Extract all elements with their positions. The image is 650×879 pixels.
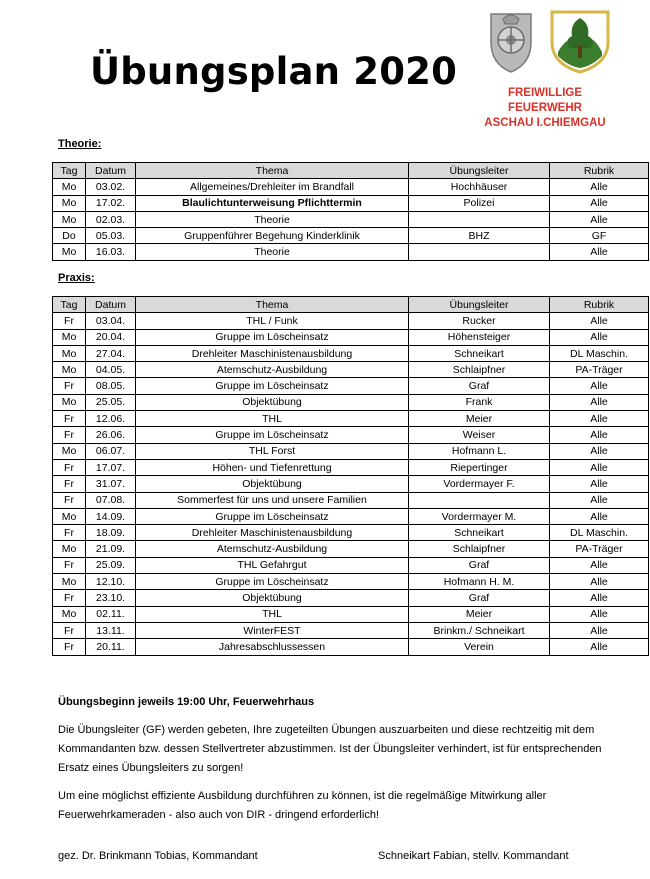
cell-datum: 12.06. [86, 411, 136, 427]
training-start-note: Übungsbeginn jeweils 19:00 Uhr, Feuerwehrhaus [58, 696, 315, 708]
cell-datum: 03.02. [86, 179, 136, 195]
cell-rubrik: Alle [550, 606, 649, 622]
table-row [53, 541, 649, 557]
cell-rubrik: PA-Träger [550, 541, 649, 557]
cell-datum: 04.05. [86, 362, 136, 378]
cell-leiter: Hochhäuser [409, 179, 550, 195]
cell-leiter: Schlaipfner [409, 541, 550, 557]
column-header-datum: Datum [86, 163, 136, 179]
cell-tag: Fr [53, 557, 86, 573]
cell-leiter: Meier [409, 411, 550, 427]
cell-tag: Mo [53, 541, 86, 557]
cell-leiter: Schneikart [409, 525, 550, 541]
cell-rubrik: Alle [550, 211, 649, 227]
cell-thema: Atemschutz-Ausbildung [136, 362, 409, 378]
praxis-section-label: Praxis: [58, 272, 95, 284]
cell-rubrik: Alle [550, 574, 649, 590]
cell-rubrik: Alle [550, 590, 649, 606]
cell-datum: 07.08. [86, 492, 136, 508]
table-header-row [53, 297, 649, 313]
cell-leiter: Frank [409, 394, 550, 410]
theorie-section-label: Theorie: [58, 138, 102, 150]
municipal-crest-icon [548, 6, 612, 79]
table-row [53, 557, 649, 573]
table-row [53, 378, 649, 394]
cell-thema: Gruppe im Löscheinsatz [136, 508, 409, 524]
table-row [53, 228, 649, 244]
cell-leiter [409, 492, 550, 508]
cell-datum: 13.11. [86, 622, 136, 638]
cell-rubrik: PA-Träger [550, 362, 649, 378]
cell-datum: 26.06. [86, 427, 136, 443]
cell-tag: Fr [53, 313, 86, 329]
cell-thema: THL [136, 606, 409, 622]
cell-rubrik: DL Maschin. [550, 345, 649, 361]
cell-thema: Theorie [136, 244, 409, 260]
cell-thema: Drehleiter Maschinistenausbildung [136, 525, 409, 541]
table-row [53, 244, 649, 260]
table-row [53, 313, 649, 329]
page-title: Übungsplan 2020 [90, 50, 458, 93]
table-row [53, 574, 649, 590]
cell-rubrik: Alle [550, 378, 649, 394]
cell-tag: Fr [53, 476, 86, 492]
cell-leiter: Graf [409, 590, 550, 606]
cell-leiter: Brinkm./ Schneikart [409, 622, 550, 638]
table-row [53, 525, 649, 541]
cell-leiter: Graf [409, 557, 550, 573]
cell-leiter [409, 244, 550, 260]
column-header-leiter: Übungsleiter [409, 163, 550, 179]
cell-rubrik: Alle [550, 639, 649, 655]
table-row [53, 459, 649, 475]
cell-leiter: Schneikart [409, 345, 550, 361]
signature-commander: gez. Dr. Brinkmann Tobias, Kommandant [58, 850, 258, 862]
cell-tag: Do [53, 228, 86, 244]
cell-leiter: Vordermayer F. [409, 476, 550, 492]
cell-datum: 06.07. [86, 443, 136, 459]
cell-leiter: Schlaipfner [409, 362, 550, 378]
table-row [53, 362, 649, 378]
cell-datum: 02.03. [86, 211, 136, 227]
cell-thema: Theorie [136, 211, 409, 227]
cell-rubrik: Alle [550, 195, 649, 211]
cell-rubrik: Alle [550, 244, 649, 260]
organization-line: FEUERWEHR [508, 102, 582, 114]
cell-thema: Drehleiter Maschinistenausbildung [136, 345, 409, 361]
cell-rubrik: Alle [550, 329, 649, 345]
cell-tag: Mo [53, 508, 86, 524]
cell-datum: 05.03. [86, 228, 136, 244]
table-row [53, 622, 649, 638]
column-header-thema: Thema [136, 163, 409, 179]
cell-datum: 21.09. [86, 541, 136, 557]
cell-datum: 25.09. [86, 557, 136, 573]
cell-thema: Objektübung [136, 394, 409, 410]
cell-tag: Mo [53, 574, 86, 590]
cell-thema: THL Forst [136, 443, 409, 459]
signature-deputy: Schneikart Fabian, stellv. Kommandant [378, 850, 569, 862]
cell-thema: Objektübung [136, 476, 409, 492]
cell-thema: Jahresabschlussessen [136, 639, 409, 655]
cell-rubrik: DL Maschin. [550, 525, 649, 541]
table-row [53, 476, 649, 492]
cell-datum: 31.07. [86, 476, 136, 492]
cell-tag: Mo [53, 329, 86, 345]
theorie-table [52, 162, 649, 261]
cell-datum: 20.11. [86, 639, 136, 655]
column-header-datum: Datum [86, 297, 136, 313]
cell-tag: Mo [53, 394, 86, 410]
cell-thema: Höhen- und Tiefenrettung [136, 459, 409, 475]
cell-thema: Atemschutz-Ausbildung [136, 541, 409, 557]
table-row [53, 195, 649, 211]
cell-tag: Fr [53, 639, 86, 655]
cell-datum: 16.03. [86, 244, 136, 260]
cell-tag: Mo [53, 179, 86, 195]
cell-datum: 12.10. [86, 574, 136, 590]
cell-leiter: Hofmann H. M. [409, 574, 550, 590]
cell-tag: Mo [53, 362, 86, 378]
table-row [53, 492, 649, 508]
cell-datum: 25.05. [86, 394, 136, 410]
cell-tag: Fr [53, 590, 86, 606]
cell-datum: 17.07. [86, 459, 136, 475]
cell-thema: Sommerfest für uns und unsere Familien [136, 492, 409, 508]
cell-datum: 17.02. [86, 195, 136, 211]
cell-thema: Gruppe im Löscheinsatz [136, 378, 409, 394]
table-row [53, 411, 649, 427]
cell-leiter: Polizei [409, 195, 550, 211]
cell-datum: 27.04. [86, 345, 136, 361]
cell-thema: WinterFEST [136, 622, 409, 638]
cell-thema: Gruppe im Löscheinsatz [136, 427, 409, 443]
cell-thema: Objektübung [136, 590, 409, 606]
cell-thema: Gruppe im Löscheinsatz [136, 329, 409, 345]
participation-note: Um eine möglichst effiziente Ausbildung durchführen zu können, ist die regelmäßige Mitwirkung aller Feuerwehrkameraden - also auch von DIR - dringend erforderlich! [58, 790, 547, 821]
cell-rubrik: Alle [550, 492, 649, 508]
table-row [53, 179, 649, 195]
cell-leiter: Meier [409, 606, 550, 622]
table-row [53, 394, 649, 410]
cell-rubrik: Alle [550, 508, 649, 524]
cell-datum: 18.09. [86, 525, 136, 541]
cell-rubrik: Alle [550, 476, 649, 492]
cell-tag: Fr [53, 378, 86, 394]
cell-rubrik: Alle [550, 427, 649, 443]
table-row [53, 639, 649, 655]
cell-leiter: Vordermayer M. [409, 508, 550, 524]
table-row [53, 443, 649, 459]
cell-leiter: Höhensteiger [409, 329, 550, 345]
cell-thema: Blaulichtunterweisung Pflichttermin [136, 195, 409, 211]
cell-tag: Fr [53, 622, 86, 638]
cell-rubrik: Alle [550, 622, 649, 638]
cell-leiter: Riepertinger [409, 459, 550, 475]
column-header-tag: Tag [53, 163, 86, 179]
cell-leiter: BHZ [409, 228, 550, 244]
cell-leiter: Rucker [409, 313, 550, 329]
cell-rubrik: Alle [550, 313, 649, 329]
table-row [53, 590, 649, 606]
organization-line: ASCHAU I.CHIEMGAU [484, 117, 606, 129]
column-header-rubrik: Rubrik [550, 297, 649, 313]
column-header-rubrik: Rubrik [550, 163, 649, 179]
cell-tag: Fr [53, 427, 86, 443]
praxis-rows [53, 313, 649, 655]
cell-leiter: Verein [409, 639, 550, 655]
cell-tag: Fr [53, 525, 86, 541]
cell-tag: Fr [53, 492, 86, 508]
cell-tag: Mo [53, 443, 86, 459]
cell-tag: Fr [53, 459, 86, 475]
table-header-row [53, 163, 649, 179]
cell-datum: 03.04. [86, 313, 136, 329]
cell-tag: Mo [53, 195, 86, 211]
notes [58, 693, 618, 825]
cell-rubrik: Alle [550, 557, 649, 573]
column-header-leiter: Übungsleiter [409, 297, 550, 313]
cell-thema: THL Gefahrgut [136, 557, 409, 573]
cell-thema: THL / Funk [136, 313, 409, 329]
cell-leiter [409, 211, 550, 227]
cell-tag: Mo [53, 244, 86, 260]
cell-leiter: Graf [409, 378, 550, 394]
theorie-rows [53, 179, 649, 260]
cell-rubrik: Alle [550, 443, 649, 459]
cell-rubrik: Alle [550, 411, 649, 427]
table-row [53, 427, 649, 443]
table-row [53, 329, 649, 345]
cell-thema: Gruppe im Löscheinsatz [136, 574, 409, 590]
cell-tag: Fr [53, 411, 86, 427]
cell-datum: 14.09. [86, 508, 136, 524]
cell-thema: THL [136, 411, 409, 427]
cell-tag: Mo [53, 211, 86, 227]
column-header-tag: Tag [53, 297, 86, 313]
instructor-note: Die Übungsleiter (GF) werden gebeten, Ihre zugeteilten Übungen auszuarbeiten und diese rechtzeitig mit dem Kommandanten bzw. dessen Stellvertreter abzustimmen. Ist der Übungsleiter verhindert, ist für entsprechenden Ersatz eines Übungsleiters zu sorgen! [58, 724, 602, 774]
cell-thema: Allgemeines/Drehleiter im Brandfall [136, 179, 409, 195]
organization-name [470, 86, 620, 131]
praxis-table [52, 296, 649, 656]
column-header-thema: Thema [136, 297, 409, 313]
organization-line: FREIWILLIGE [507, 87, 583, 99]
table-row [53, 606, 649, 622]
cell-datum: 20.04. [86, 329, 136, 345]
cell-leiter: Hofmann L. [409, 443, 550, 459]
cell-leiter: Weiser [409, 427, 550, 443]
cell-rubrik: Alle [550, 394, 649, 410]
table-row [53, 508, 649, 524]
cell-thema: Gruppenführer Begehung Kinderklinik [136, 228, 409, 244]
table-row [53, 345, 649, 361]
cell-datum: 02.11. [86, 606, 136, 622]
cell-rubrik: Alle [550, 459, 649, 475]
cell-datum: 08.05. [86, 378, 136, 394]
cell-tag: Mo [53, 606, 86, 622]
cell-tag: Mo [53, 345, 86, 361]
cell-rubrik: Alle [550, 179, 649, 195]
cell-rubrik: GF [550, 228, 649, 244]
cell-datum: 23.10. [86, 590, 136, 606]
table-row [53, 211, 649, 227]
